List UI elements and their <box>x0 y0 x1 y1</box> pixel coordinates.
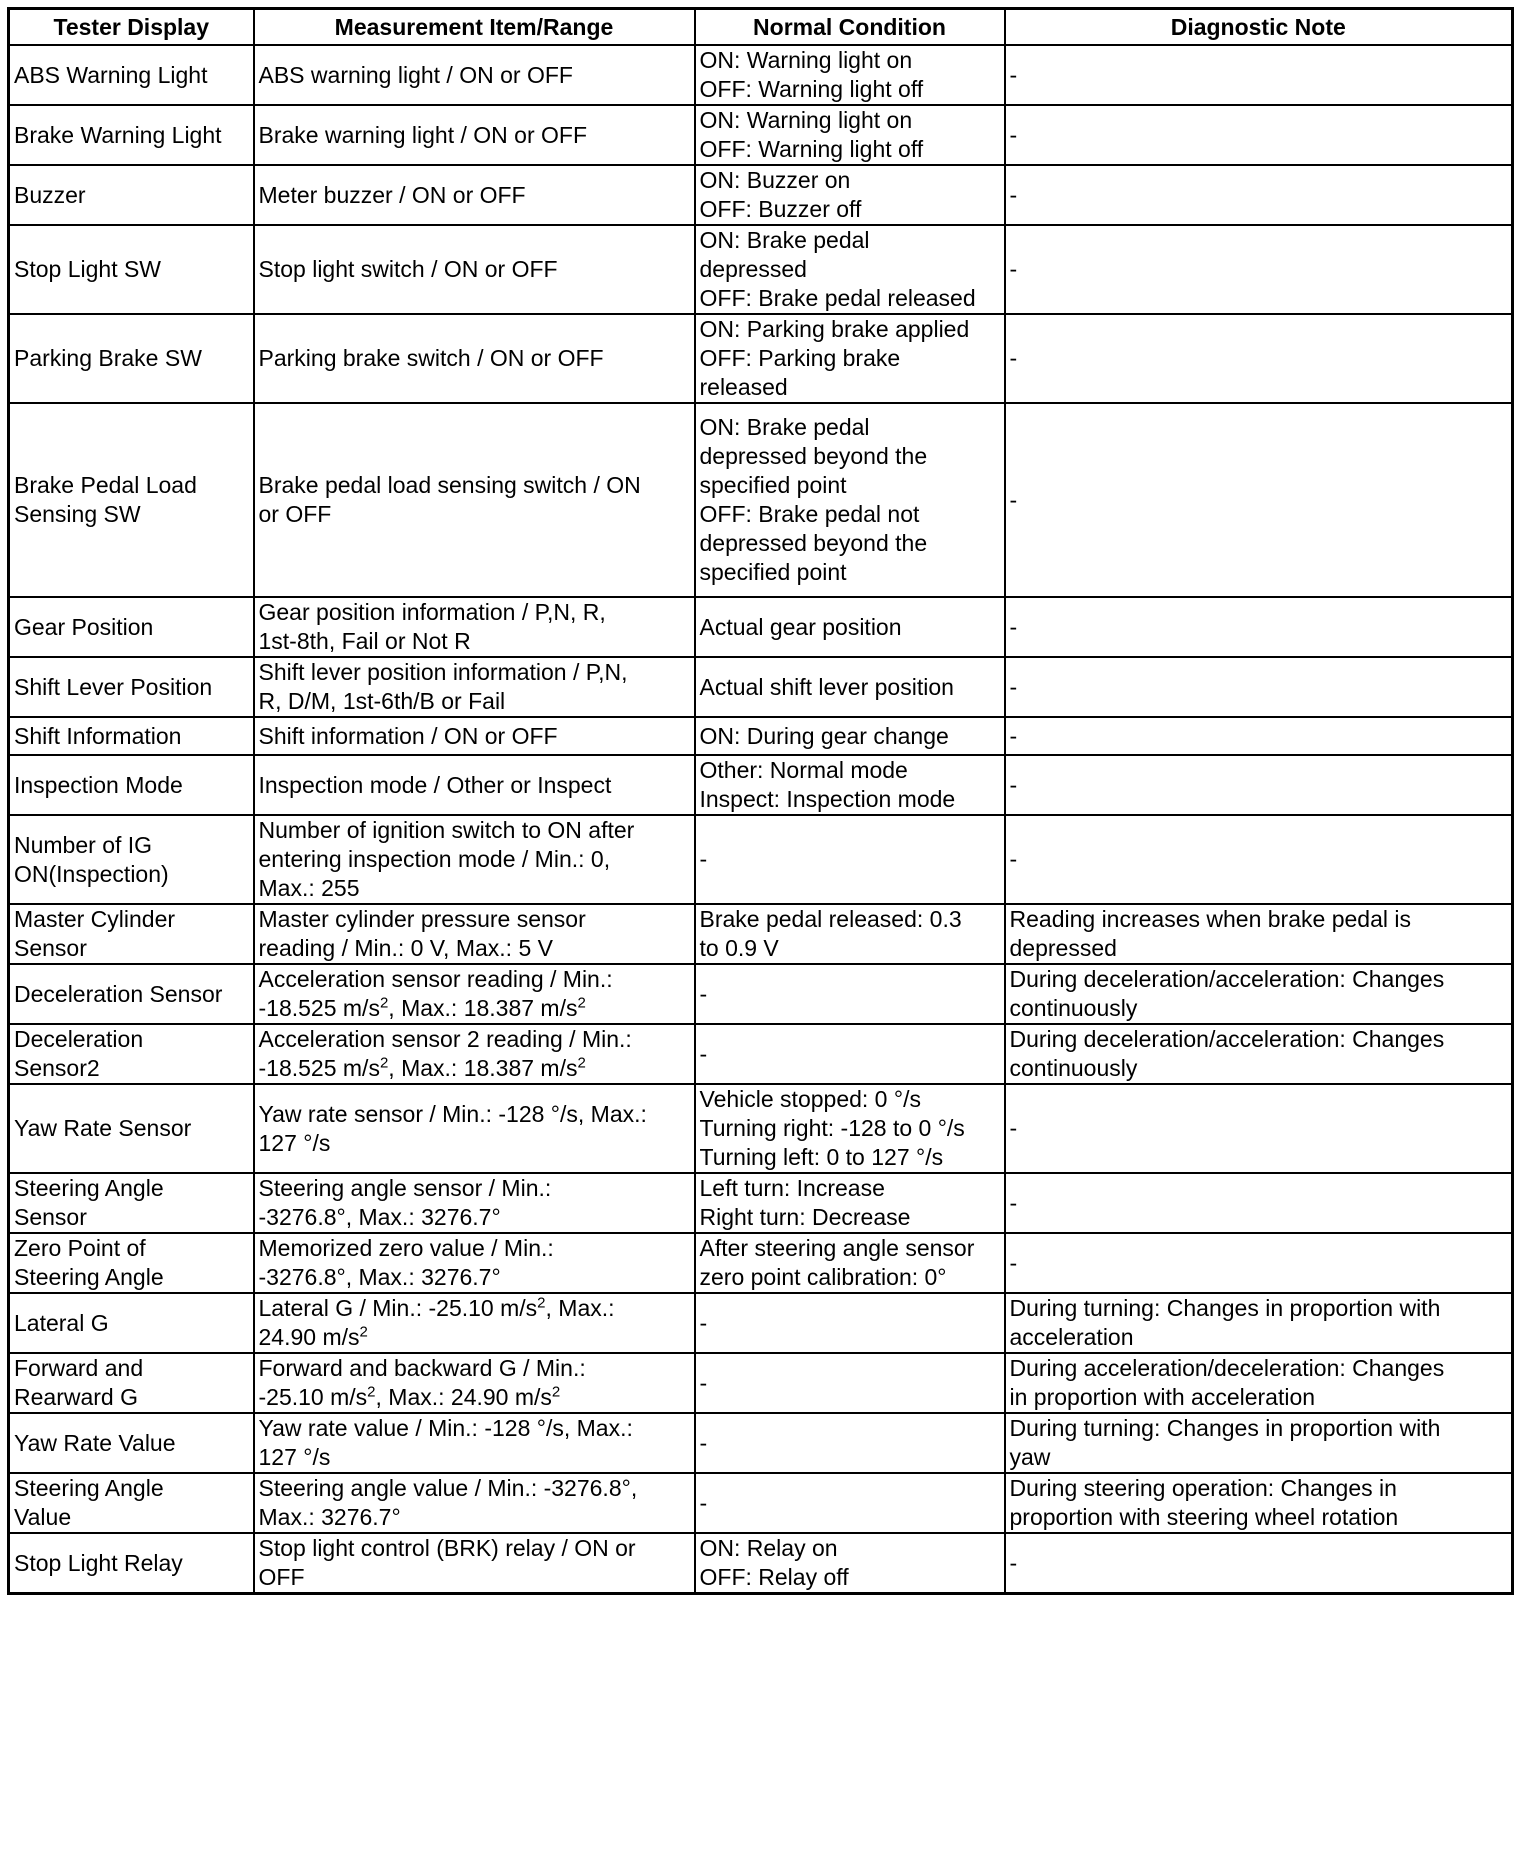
superscript: 2 <box>367 1383 376 1401</box>
data-list-table <box>7 7 1514 1595</box>
table-row <box>9 597 1513 657</box>
cell-diagnostic-note: - <box>1005 1173 1513 1233</box>
cell-tester-display: Deceleration Sensor2 <box>9 1024 254 1084</box>
cell-tester-display: Lateral G <box>9 1293 254 1353</box>
cell-measurement-item: ABS warning light / ON or OFF <box>254 45 695 105</box>
data-list-sheet <box>7 7 1511 1595</box>
cell-tester-display: Steering Angle Value <box>9 1473 254 1533</box>
cell-tester-display: Brake Warning Light <box>9 105 254 165</box>
cell-normal-condition: ON: During gear change <box>695 717 1005 755</box>
table-row <box>9 1353 1513 1413</box>
superscript: 2 <box>577 1054 586 1072</box>
cell-measurement-item: Shift information / ON or OFF <box>254 717 695 755</box>
cell-tester-display: Stop Light Relay <box>9 1533 254 1594</box>
superscript: 2 <box>379 994 389 1012</box>
item-text: Acceleration sensor 2 reading / Min.: -18.525 m/s <box>258 1026 632 1081</box>
cell-normal-condition: ON: Buzzer on OFF: Buzzer off <box>695 165 1005 225</box>
cell-diagnostic-note: - <box>1005 717 1513 755</box>
cell-tester-display: Gear Position <box>9 597 254 657</box>
cell-measurement-item <box>254 1293 695 1353</box>
item-text: , Max.: 24.90 m/s <box>258 1295 615 1350</box>
cell-tester-display: Parking Brake SW <box>9 314 254 403</box>
table-row <box>9 904 1513 964</box>
cell-normal-condition: Actual shift lever position <box>695 657 1005 717</box>
table-header-row <box>9 9 1513 46</box>
cell-tester-display: Master Cylinder Sensor <box>9 904 254 964</box>
table-row <box>9 657 1513 717</box>
superscript: 2 <box>379 1054 389 1072</box>
superscript: 2 <box>551 1383 561 1401</box>
cell-tester-display: Brake Pedal Load Sensing SW <box>9 403 254 597</box>
cell-tester-display: Yaw Rate Sensor <box>9 1084 254 1173</box>
cell-normal-condition: ON: Warning light on OFF: Warning light off <box>695 105 1005 165</box>
table-row <box>9 964 1513 1024</box>
cell-normal-condition: Actual gear position <box>695 597 1005 657</box>
cell-normal-condition: - <box>695 815 1005 904</box>
column-header-diagnostic-note: Diagnostic Note <box>1005 9 1513 46</box>
table-row <box>9 165 1513 225</box>
table-row <box>9 1293 1513 1353</box>
cell-normal-condition: ON: Brake pedal depressed beyond the specified point OFF: Brake pedal not depressed beyond the specified point <box>695 403 1005 597</box>
cell-tester-display: Shift Information <box>9 717 254 755</box>
cell-diagnostic-note: During deceleration/acceleration: Changes continuously <box>1005 964 1513 1024</box>
cell-normal-condition: Brake pedal released: 0.3 to 0.9 V <box>695 904 1005 964</box>
cell-normal-condition: - <box>695 1024 1005 1084</box>
cell-tester-display: Number of IG ON(Inspection) <box>9 815 254 904</box>
cell-measurement-item: Steering angle sensor / Min.: -3276.8°, Max.: 3276.7° <box>254 1173 695 1233</box>
cell-tester-display: Steering Angle Sensor <box>9 1173 254 1233</box>
cell-tester-display: Forward and Rearward G <box>9 1353 254 1413</box>
cell-normal-condition: ON: Brake pedal depressed OFF: Brake pedal released <box>695 225 1005 314</box>
superscript: 2 <box>537 1294 546 1312</box>
cell-measurement-item: Inspection mode / Other or Inspect <box>254 755 695 815</box>
cell-measurement-item <box>254 1353 695 1413</box>
table-row <box>9 45 1513 105</box>
item-text: Forward and backward G / Min.: -25.10 m/s <box>258 1355 586 1410</box>
column-header-tester-display: Tester Display <box>9 9 254 46</box>
cell-measurement-item <box>254 964 695 1024</box>
cell-tester-display: Stop Light SW <box>9 225 254 314</box>
cell-normal-condition: - <box>695 1353 1005 1413</box>
cell-measurement-item: Memorized zero value / Min.: -3276.8°, Max.: 3276.7° <box>254 1233 695 1293</box>
cell-tester-display: Inspection Mode <box>9 755 254 815</box>
table-row <box>9 1173 1513 1233</box>
table-row <box>9 1413 1513 1473</box>
table-row <box>9 717 1513 755</box>
cell-diagnostic-note: - <box>1005 1233 1513 1293</box>
cell-measurement-item: Brake pedal load sensing switch / ON or OFF <box>254 403 695 597</box>
item-text: , Max.: 24.90 m/s <box>375 1384 552 1410</box>
cell-measurement-item: Yaw rate value / Min.: -128 °/s, Max.: 127 °/s <box>254 1413 695 1473</box>
cell-diagnostic-note: - <box>1005 755 1513 815</box>
cell-measurement-item: Meter buzzer / ON or OFF <box>254 165 695 225</box>
cell-tester-display: Buzzer <box>9 165 254 225</box>
item-text: Acceleration sensor reading / Min.: -18.525 m/s <box>258 966 613 1021</box>
cell-normal-condition: - <box>695 964 1005 1024</box>
cell-normal-condition: - <box>695 1473 1005 1533</box>
cell-measurement-item: Parking brake switch / ON or OFF <box>254 314 695 403</box>
cell-normal-condition: Other: Normal mode Inspect: Inspection mode <box>695 755 1005 815</box>
cell-normal-condition: ON: Parking brake applied OFF: Parking brake released <box>695 314 1005 403</box>
item-text: , Max.: 18.387 m/s <box>388 995 578 1021</box>
table-row <box>9 403 1513 597</box>
cell-diagnostic-note: - <box>1005 1084 1513 1173</box>
cell-measurement-item: Brake warning light / ON or OFF <box>254 105 695 165</box>
cell-tester-display: Zero Point of Steering Angle <box>9 1233 254 1293</box>
cell-diagnostic-note: - <box>1005 1533 1513 1594</box>
cell-measurement-item: Shift lever position information / P,N, R, D/M, 1st-6th/B or Fail <box>254 657 695 717</box>
item-text: Lateral G / Min.: -25.10 m/s <box>258 1295 538 1321</box>
table-row <box>9 1473 1513 1533</box>
superscript: 2 <box>577 994 586 1012</box>
cell-diagnostic-note: During turning: Changes in proportion with yaw <box>1005 1413 1513 1473</box>
cell-tester-display: Shift Lever Position <box>9 657 254 717</box>
cell-normal-condition: Left turn: Increase Right turn: Decrease <box>695 1173 1005 1233</box>
cell-diagnostic-note: During turning: Changes in proportion with acceleration <box>1005 1293 1513 1353</box>
cell-tester-display: ABS Warning Light <box>9 45 254 105</box>
cell-measurement-item: Number of ignition switch to ON after entering inspection mode / Min.: 0, Max.: 255 <box>254 815 695 904</box>
cell-diagnostic-note: - <box>1005 597 1513 657</box>
table-row <box>9 815 1513 904</box>
cell-normal-condition: ON: Relay on OFF: Relay off <box>695 1533 1005 1594</box>
cell-tester-display: Deceleration Sensor <box>9 964 254 1024</box>
cell-diagnostic-note: Reading increases when brake pedal is depressed <box>1005 904 1513 964</box>
cell-diagnostic-note: During deceleration/acceleration: Changes continuously <box>1005 1024 1513 1084</box>
cell-measurement-item: Master cylinder pressure sensor reading / Min.: 0 V, Max.: 5 V <box>254 904 695 964</box>
table-row <box>9 1533 1513 1594</box>
item-text: , Max.: 18.387 m/s <box>388 1055 578 1081</box>
table-row <box>9 1233 1513 1293</box>
table-row <box>9 105 1513 165</box>
cell-measurement-item: Yaw rate sensor / Min.: -128 °/s, Max.: 127 °/s <box>254 1084 695 1173</box>
cell-normal-condition: Vehicle stopped: 0 °/s Turning right: -128 to 0 °/s Turning left: 0 to 127 °/s <box>695 1084 1005 1173</box>
cell-diagnostic-note: - <box>1005 105 1513 165</box>
cell-measurement-item: Stop light control (BRK) relay / ON or OFF <box>254 1533 695 1594</box>
cell-diagnostic-note: During steering operation: Changes in proportion with steering wheel rotation <box>1005 1473 1513 1533</box>
cell-tester-display: Yaw Rate Value <box>9 1413 254 1473</box>
table-row <box>9 1084 1513 1173</box>
table-row <box>9 314 1513 403</box>
cell-normal-condition: - <box>695 1293 1005 1353</box>
cell-measurement-item: Stop light switch / ON or OFF <box>254 225 695 314</box>
cell-diagnostic-note: - <box>1005 403 1513 597</box>
cell-normal-condition: - <box>695 1413 1005 1473</box>
cell-diagnostic-note: - <box>1005 225 1513 314</box>
cell-measurement-item <box>254 1024 695 1084</box>
cell-diagnostic-note: During acceleration/deceleration: Changes in proportion with acceleration <box>1005 1353 1513 1413</box>
cell-diagnostic-note: - <box>1005 657 1513 717</box>
cell-measurement-item: Steering angle value / Min.: -3276.8°, Max.: 3276.7° <box>254 1473 695 1533</box>
cell-measurement-item: Gear position information / P,N, R, 1st-8th, Fail or Not R <box>254 597 695 657</box>
column-header-normal-condition: Normal Condition <box>695 9 1005 46</box>
cell-diagnostic-note: - <box>1005 45 1513 105</box>
table-row <box>9 225 1513 314</box>
cell-diagnostic-note: - <box>1005 314 1513 403</box>
table-row <box>9 755 1513 815</box>
cell-normal-condition: ON: Warning light on OFF: Warning light off <box>695 45 1005 105</box>
cell-normal-condition: After steering angle sensor zero point calibration: 0° <box>695 1233 1005 1293</box>
table-row <box>9 1024 1513 1084</box>
superscript: 2 <box>359 1323 368 1341</box>
cell-diagnostic-note: - <box>1005 815 1513 904</box>
column-header-measurement-item: Measurement Item/Range <box>254 9 695 46</box>
cell-diagnostic-note: - <box>1005 165 1513 225</box>
